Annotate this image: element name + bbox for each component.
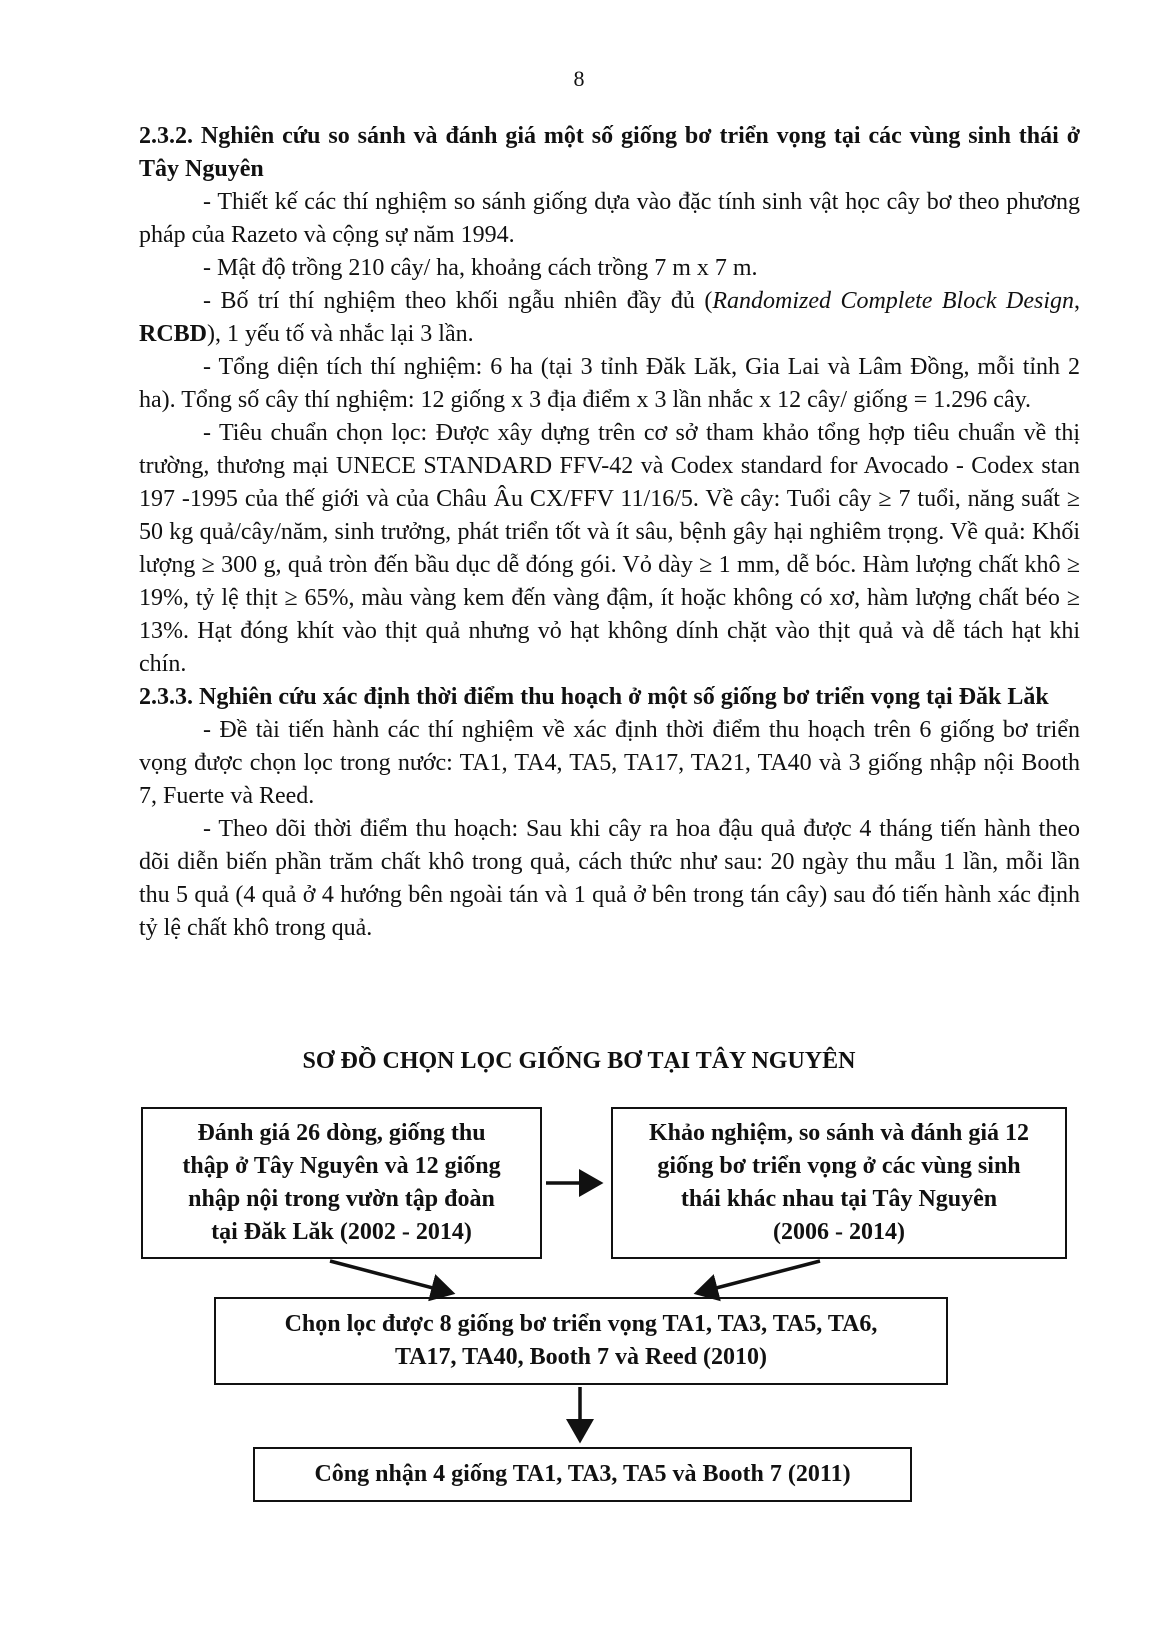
- diagram-box-evaluation: [141, 1107, 542, 1259]
- diagram-box-recognition: [253, 1447, 912, 1502]
- section-heading-2-3-2: 2.3.2. Nghiên cứu so sánh và đánh giá một số giống bơ triển vọng tại các vùng sinh thái ở Tây Nguyên: [139, 123, 1080, 182]
- box-line: tại Đăk Lăk (2002 - 2014): [211, 1219, 472, 1245]
- text-run: ), 1 yếu tố và nhắc lại 3 lần.: [207, 321, 474, 347]
- box-line: giống bơ triển vọng ở các vùng sinh: [657, 1153, 1021, 1179]
- paragraph: - Tiêu chuẩn chọn lọc: Được xây dựng trên cơ sở tham khảo tổng hợp tiêu chuẩn về thị trường, thương mại UNECE STANDARD FFV-42 và Codex standard for Avocado - Codex stan 197 -1995 của thế giới và của Châu Âu CX/FFV 11/16/5. Về cây: Tuổi cây ≥ 7 tuổi, năng suất ≥ 50 kg quả/cây/năm, sinh trưởng, phát triển tốt và ít sâu, bệnh gây hại nghiêm trọng. Về quả: Khối lượng ≥ 300 g, quả tròn đến bầu dục dễ đóng gói. Vỏ dày ≥ 1 mm, dễ bóc. Hàm lượng chất khô ≥ 19%, tỷ lệ thịt ≥ 65%, màu vàng kem đến vàng đậm, ít hoặc không có xơ, hàm lượng chất béo ≥ 13%. Hạt đóng khít vào thịt quả nhưng vỏ hạt không dính chặt vào thịt quả và dễ tách hạt khi chín.: [139, 420, 1080, 677]
- box-line: nhập nội trong vườn tập đoàn: [188, 1186, 495, 1212]
- italic-text: Randomized Complete Block Design: [712, 288, 1074, 314]
- box-line: (2006 - 2014): [773, 1219, 905, 1245]
- box-line: Đánh giá 26 dòng, giống thu: [197, 1120, 486, 1146]
- section-heading-2-3-3: 2.3.3. Nghiên cứu xác định thời điểm thu hoạch ở một số giống bơ triển vọng tại Đăk Lăk: [139, 684, 1049, 710]
- page-number: 8: [573, 66, 585, 91]
- paragraph: - Tổng diện tích thí nghiệm: 6 ha (tại 3 tỉnh Đăk Lăk, Gia Lai và Lâm Đồng, mỗi tỉnh 2 ha). Tổng số cây thí nghiệm: 12 giống x 3 địa điểm x 3 lần nhắc x 12 cây/ giống = 1.296 cây.: [139, 354, 1080, 413]
- diagram-box-selection: [214, 1297, 948, 1385]
- box-line: Công nhận 4 giống TA1, TA3, TA5 và Booth 7 (2011): [314, 1461, 851, 1487]
- diagram-box-trials: [611, 1107, 1067, 1259]
- box-line: TA17, TA40, Booth 7 và Reed (2010): [394, 1344, 767, 1370]
- box-line: thái khác nhau tại Tây Nguyên: [680, 1186, 998, 1212]
- arrow-box1-to-box3: [330, 1261, 452, 1293]
- document-body: [139, 120, 1080, 945]
- bold-text: RCBD: [139, 321, 208, 347]
- paragraph: - Thiết kế các thí nghiệm so sánh giống dựa vào đặc tính sinh vật học cây bơ theo phương pháp của Razeto và cộng sự năm 1994.: [139, 189, 1080, 248]
- text-run: - Bố trí thí nghiệm theo khối ngẫu nhiên đầy đủ (: [203, 288, 713, 314]
- arrow-box2-to-box3: [697, 1261, 820, 1293]
- box-line: Khảo nghiệm, so sánh và đánh giá 12: [648, 1120, 1030, 1146]
- paragraph: [139, 285, 1080, 351]
- box-line: Chọn lọc được 8 giống bơ triển vọng TA1, TA3, TA5, TA6,: [284, 1311, 878, 1337]
- paragraph: - Đề tài tiến hành các thí nghiệm về xác định thời điểm thu hoạch trên 6 giống bơ triển vọng được chọn lọc trong nước: TA1, TA4, TA5, TA17, TA21, TA40 và 3 giống nhập nội Booth 7, Fuerte và Reed.: [139, 717, 1080, 809]
- paragraph: - Mật độ trồng 210 cây/ ha, khoảng cách trồng 7 m x 7 m.: [203, 255, 758, 281]
- box-line: thập ở Tây Nguyên và 12 giống: [182, 1153, 501, 1179]
- diagram-title: SƠ ĐỒ CHỌN LỌC GIỐNG BƠ TẠI TÂY NGUYÊN: [302, 1048, 856, 1074]
- text-run: ,: [1074, 288, 1080, 314]
- paragraph: - Theo dõi thời điểm thu hoạch: Sau khi cây ra hoa đậu quả được 4 tháng tiến hành theo dõi diễn biến phần trăm chất khô trong quả, cách thức như sau: 20 ngày thu mẫu 1 lần, mỗi lần thu 5 quả (4 quả ở 4 hướng bên ngoài tán và 1 quả ở bên trong tán cây) sau đó tiến hành xác định tỷ lệ chất khô trong quả.: [139, 816, 1080, 941]
